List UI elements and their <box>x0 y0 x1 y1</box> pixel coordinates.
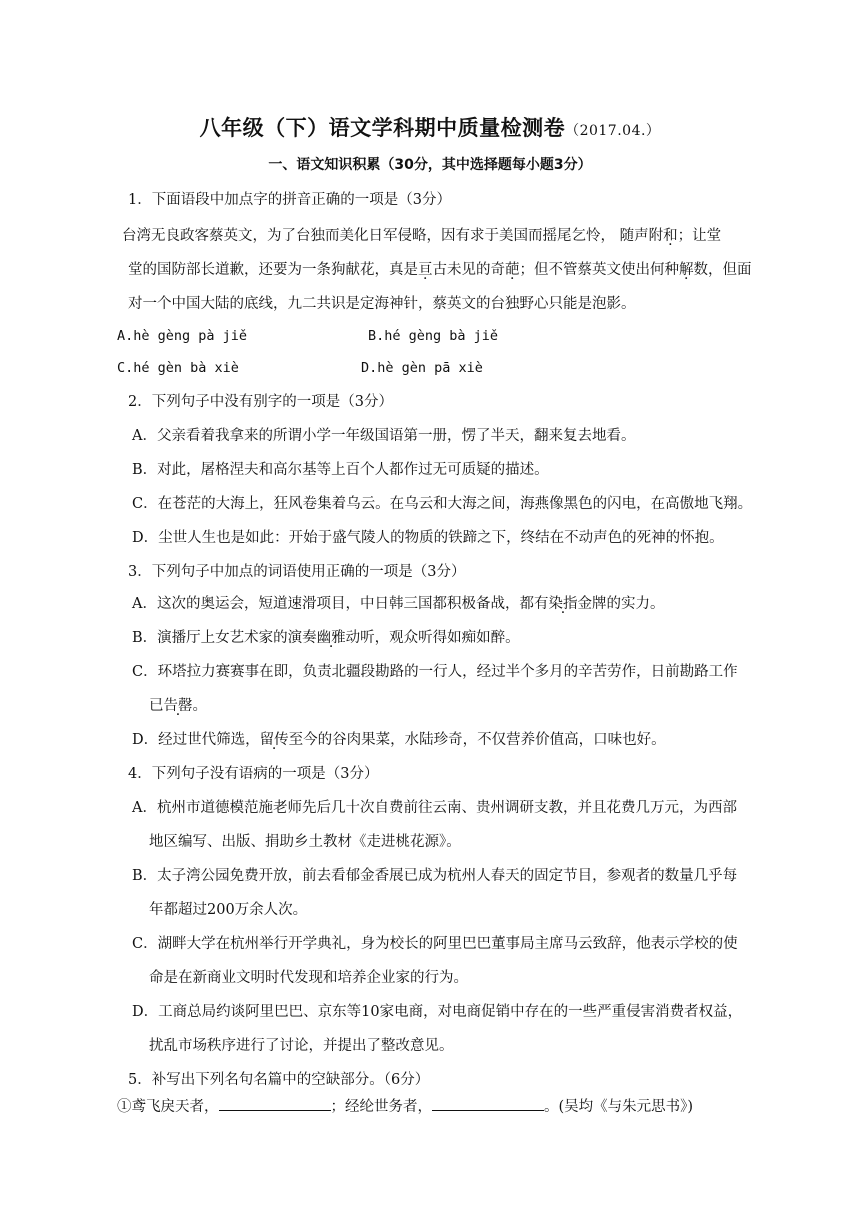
question-1-option-b: B.hé gèng bà jiě <box>368 328 499 344</box>
question-1-option-d: D.hè gèn pā xiè <box>361 360 483 376</box>
question-3-option-b: B．演播厅上女艺术家的演奏幽雅动听，观众听得如痴如醉。 <box>132 630 520 646</box>
question-2-option-c: C．在苍茫的大海上，狂风卷集着乌云。在乌云和大海之间，海燕像黑色的闪电，在高傲地飞翔。 <box>132 496 753 512</box>
question-4-option-c-line-2: 命是在新商业文明时代发现和培养企业家的行为。 <box>149 970 468 986</box>
dotted-char: 葩 <box>505 262 520 278</box>
dotted-char: 解 <box>679 262 694 278</box>
question-3-option-c-line-2: 已告罄。 <box>149 698 207 714</box>
question-1-option-c: C.hé gèn bà xiè <box>117 360 239 376</box>
question-4-option-c-line-1: C．湖畔大学在杭州举行开学典礼，身为校长的阿里巴巴董事局主席马云致辞，他表示学校的使 <box>132 936 738 952</box>
dotted-char: 和 <box>663 228 678 244</box>
answer-blank[interactable] <box>432 1096 544 1111</box>
question-2-option-b: B．对此，屠格涅夫和高尔基等上百个人都作过无可质疑的描述。 <box>132 462 549 478</box>
question-1-passage-line-3: 对一个中国大陆的底线，九二共识是定海神针，蔡英文的台独野心只能是泡影。 <box>128 296 636 312</box>
question-2-stem: 2．下列句子中没有别字的一项是（3分） <box>128 394 393 410</box>
question-3-option-d: D．经过世代筛选，留传至今的谷肉果菜，水陆珍奇，不仅营养价值高，口味也好。 <box>132 732 666 748</box>
dotted-word: 幽雅 <box>316 630 346 646</box>
question-3-stem: 3．下列句子中加点的词语使用正确的一项是（3分） <box>128 564 466 580</box>
question-4-option-d-line-2: 扰乱市场秩序进行了讨论，并提出了整改意见。 <box>149 1038 454 1054</box>
dotted-word: 染指 <box>548 596 578 612</box>
page-title <box>0 112 860 142</box>
dotted-char: 亘 <box>418 262 433 278</box>
question-4-option-d-line-1: D．工商总局约谈阿里巴巴、京东等10家电商，对电商促销中存在的一些严重侵害消费者权益， <box>132 1004 743 1020</box>
dotted-word: 留传 <box>259 732 289 748</box>
title-date: （2017.04.） <box>565 123 661 139</box>
title-main: 八年级（下）语文学科期中质量检测卷 <box>199 116 566 140</box>
question-1-passage-line-1: 台湾无良政客蔡英文，为了台独而美化日军侵略，因有求于美国而摇尾乞怜， 随声附和；让堂 <box>122 228 722 244</box>
question-4-option-b-line-2: 年都超过200万余人次。 <box>149 902 308 918</box>
answer-blank[interactable] <box>219 1096 331 1111</box>
question-5-line-1: ①鸢飞戾天者， ；经纶世务者， 。(吴均《与朱元思书》) <box>117 1096 693 1117</box>
question-2-option-a: A．父亲看着我拿来的所谓小学一年级国语第一册，愣了半天，翻来复去地看。 <box>132 428 636 444</box>
question-2-option-d: D．尘世人生也是如此：开始于盛气陵人的物质的铁蹄之下，终结在不动声色的死神的怀抱。 <box>132 530 724 546</box>
question-1-stem: 1．下面语段中加点字的拼音正确的一项是（3分） <box>128 192 451 208</box>
question-4-option-b-line-1: B．太子湾公园免费开放，前去看郁金香展已成为杭州人春天的固定节目，参观者的数量几乎每 <box>132 868 738 884</box>
question-3-option-a: A．这次的奥运会，短道速滑项目，中日韩三国都积极备战，都有染指金牌的实力。 <box>132 596 665 612</box>
question-1-option-a: A.hè gèng pà jiě <box>117 328 248 344</box>
section-heading: 一、语文知识积累（30分，其中选择题每小题3分） <box>268 157 592 173</box>
question-3-option-c-line-1: C．环塔拉力赛赛事在即，负责北疆段勘路的一行人，经过半个多月的辛苦劳作，日前勘路工作 <box>132 664 738 680</box>
dotted-word: 告罄 <box>163 698 193 714</box>
question-1-passage-line-2: 堂的国防部长道歉，还要为一条狗献花，真是亘古未见的奇葩；但不管蔡英文使出何种解数，但面 <box>128 262 752 278</box>
question-4-option-a-line-2: 地区编写、出版、捐助乡土教材《走进桃花源》。 <box>149 834 461 850</box>
question-5-stem: 5．补写出下列名句名篇中的空缺部分。（6分） <box>128 1072 430 1088</box>
question-4-stem: 4．下列句子没有语病的一项是（3分） <box>128 766 379 782</box>
question-4-option-a-line-1: A．杭州市道德模范施老师先后几十次自费前往云南、贵州调研支教，并且花费几万元，为西部 <box>132 800 737 816</box>
